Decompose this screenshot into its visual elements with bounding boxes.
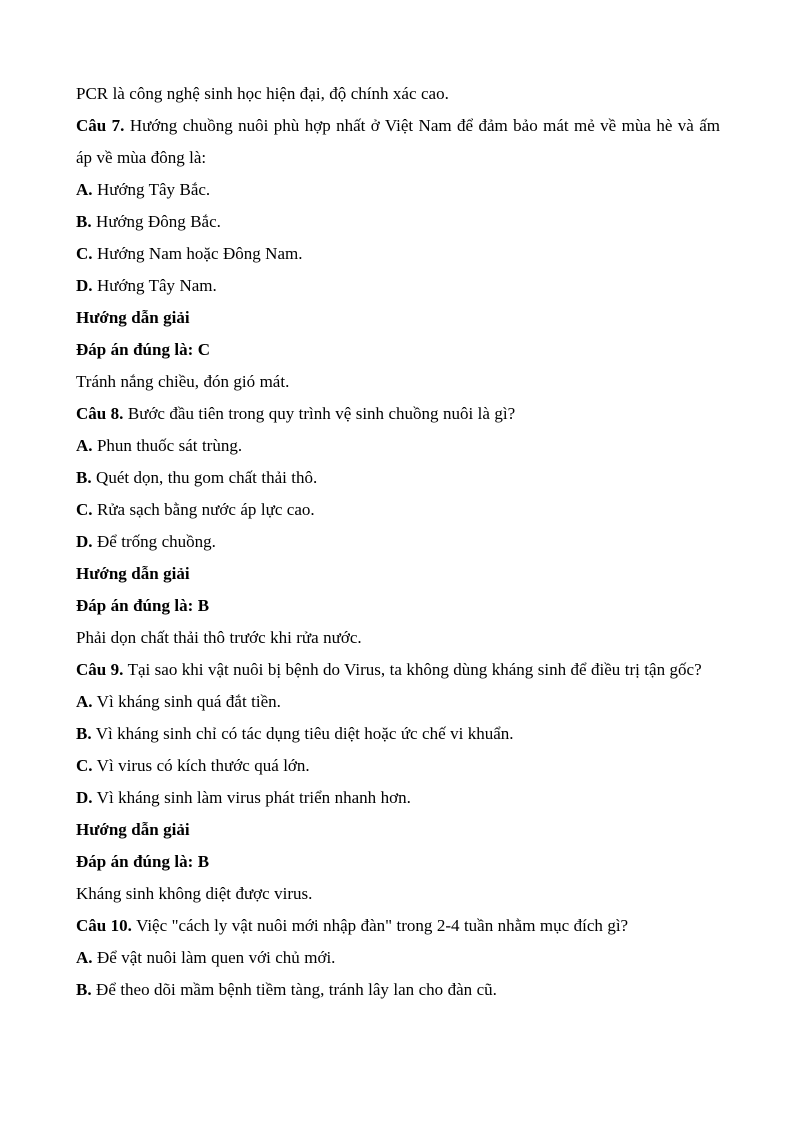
option: [76, 206, 720, 238]
bold-text-segment: Hướng dẫn giải: [76, 820, 190, 839]
option: [76, 750, 720, 782]
answer-line: [76, 334, 720, 366]
bold-text-segment: Câu 10.: [76, 916, 132, 935]
solution-heading: [76, 302, 720, 334]
bold-text-segment: B.: [76, 212, 92, 231]
document-body: [76, 78, 720, 1006]
bold-text-segment: A.: [76, 180, 93, 199]
solution-heading: [76, 558, 720, 590]
bold-text-segment: D.: [76, 276, 93, 295]
bold-text-segment: Hướng dẫn giải: [76, 564, 190, 583]
bold-text-segment: D.: [76, 532, 93, 551]
text-segment: Tại sao khi vật nuôi bị bệnh do Virus, ta không dùng kháng sinh để điều trị tận gốc?: [123, 660, 702, 679]
text-segment: Hướng Tây Nam.: [92, 276, 217, 295]
option: [76, 238, 720, 270]
bold-text-segment: Câu 8.: [76, 404, 124, 423]
solution-heading: [76, 814, 720, 846]
option: [76, 686, 720, 718]
bold-text-segment: A.: [76, 692, 93, 711]
text-segment: Hướng chuồng nuôi phù hợp nhất ở Việt Nam để đảm bảo mát mẻ về mùa hè và ấm áp về mùa đông là:: [76, 116, 721, 167]
text-segment: Kháng sinh không diệt được virus.: [76, 884, 313, 903]
bold-text-segment: C.: [76, 244, 93, 263]
bold-text-segment: Câu 9.: [76, 660, 124, 679]
text-segment: Hướng Nam hoặc Đông Nam.: [92, 244, 303, 263]
text-segment: Vì kháng sinh chỉ có tác dụng tiêu diệt hoặc ức chế vi khuẩn.: [91, 724, 514, 743]
option: [76, 974, 720, 1006]
explanation: [76, 366, 720, 398]
option: [76, 270, 720, 302]
text-segment: Để trống chuồng.: [92, 532, 216, 551]
text-segment: Quét dọn, thu gom chất thải thô.: [91, 468, 318, 487]
option: [76, 174, 720, 206]
text-segment: Hướng Tây Bắc.: [92, 180, 211, 199]
bold-text-segment: Đáp án đúng là: B: [76, 852, 210, 871]
explanation: [76, 78, 720, 110]
question: [76, 910, 720, 942]
bold-text-segment: C.: [76, 756, 93, 775]
bold-text-segment: D.: [76, 788, 93, 807]
text-segment: Vì kháng sinh quá đắt tiền.: [92, 692, 281, 711]
bold-text-segment: C.: [76, 500, 93, 519]
text-segment: Phun thuốc sát trùng.: [92, 436, 243, 455]
text-segment: Vì kháng sinh làm virus phát triển nhanh hơn.: [92, 788, 411, 807]
text-segment: Bước đầu tiên trong quy trình vệ sinh chuồng nuôi là gì?: [123, 404, 516, 423]
option: [76, 942, 720, 974]
bold-text-segment: B.: [76, 980, 92, 999]
text-segment: Việc "cách ly vật nuôi mới nhập đàn" trong 2-4 tuần nhằm mục đích gì?: [131, 916, 629, 935]
bold-text-segment: B.: [76, 468, 92, 487]
question: [76, 654, 720, 686]
bold-text-segment: Đáp án đúng là: B: [76, 596, 210, 615]
option: [76, 782, 720, 814]
option: [76, 718, 720, 750]
text-segment: Phải dọn chất thải thô trước khi rửa nước.: [76, 628, 362, 647]
question: [76, 110, 720, 174]
answer-line: [76, 590, 720, 622]
option: [76, 526, 720, 558]
option: [76, 430, 720, 462]
bold-text-segment: Hướng dẫn giải: [76, 308, 190, 327]
option: [76, 494, 720, 526]
question: [76, 398, 720, 430]
bold-text-segment: Câu 7.: [76, 116, 125, 135]
text-segment: Tránh nắng chiều, đón gió mát.: [76, 372, 290, 391]
text-segment: Hướng Đông Bắc.: [91, 212, 221, 231]
explanation: [76, 878, 720, 910]
text-segment: Vì virus có kích thước quá lớn.: [92, 756, 310, 775]
text-segment: Rửa sạch bằng nước áp lực cao.: [92, 500, 315, 519]
bold-text-segment: A.: [76, 436, 93, 455]
answer-line: [76, 846, 720, 878]
bold-text-segment: Đáp án đúng là: C: [76, 340, 211, 359]
text-segment: Để theo dõi mầm bệnh tiềm tàng, tránh lây lan cho đàn cũ.: [91, 980, 497, 999]
text-segment: Để vật nuôi làm quen với chủ mới.: [92, 948, 336, 967]
text-segment: PCR là công nghệ sinh học hiện đại, độ chính xác cao.: [76, 84, 449, 103]
bold-text-segment: B.: [76, 724, 92, 743]
option: [76, 462, 720, 494]
explanation: [76, 622, 720, 654]
bold-text-segment: A.: [76, 948, 93, 967]
